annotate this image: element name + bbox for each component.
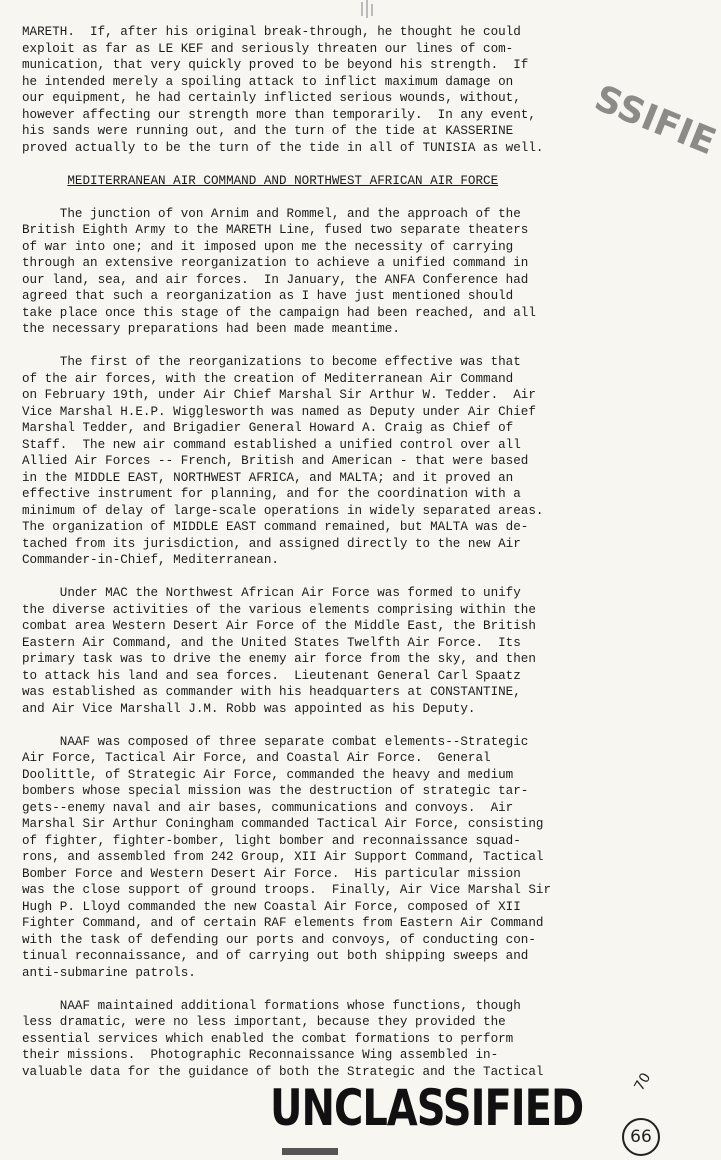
text-line: was established as commander with his headquarters at CONSTANTINE, [22,685,521,699]
text-line: Fighter Command, and of certain RAF elements from Eastern Air Command [22,916,544,930]
text-line: bombers whose special mission was the destruction of strategic tar- [22,784,529,798]
text-line: gets--enemy naval and air bases, communications and convoys. Air [22,800,514,815]
text-line: on February 19th, under Air Chief Marshal Sir Arthur W. Tedder. Air [22,388,536,402]
text-line [22,338,622,355]
text-line: exploit as far as LE KEF and seriously threaten our lines of com- [22,41,514,56]
text-line: his sands were running out, and the turn of the tide at KASSERINE [22,124,514,138]
ink-smudge [282,1148,338,1155]
text-line: anti-submarine patrols. [22,965,196,980]
text-line: effective instrument for planning, and for the coordination with a [22,487,521,501]
text-line: Staff. The new air command established a unified control over all [22,437,521,452]
text-line: take place once this stage of the campaign had been reached, and all [22,305,536,320]
document-body [22,24,622,1080]
text-line: primary task was to drive the enemy air force from the sky, and then [22,652,536,666]
side-classification-stamp: SSIFIE [588,77,721,164]
text-line: rons, and assembled from 242 Group, XII Air Support Command, Tactical [22,850,544,864]
text-line: Air Force, Tactical Air Force, and Coastal Air Force. General [22,751,491,765]
margin-handwritten-mark: 70 [631,1070,655,1094]
text-line: the diverse activities of the various elements comprising within the [22,602,536,617]
section-heading [22,173,622,190]
text-line: Bomber Force and Western Desert Air Force. His particular mission [22,866,521,881]
text-line: through an extensive reorganization to achieve a unified command in [22,256,529,270]
text-line: Marshal Tedder, and Brigadier General Howard A. Craig as Chief of [22,421,514,435]
text-line [22,717,622,734]
text-line: was the close support of ground troops. Finally, Air Vice Marshal Sir [22,883,552,897]
text-line [22,189,622,206]
text-line: and Air Vice Marshall J.M. Robb was appointed as his Deputy. [22,701,476,716]
text-line: Doolittle, of Strategic Air Force, commanded the heavy and medium [22,767,514,782]
text-line: Eastern Air Command, and the United States Twelfth Air Force. Its [22,635,521,650]
text-line: NAAF was composed of three separate combat elements--Strategic [22,734,529,749]
text-line: however affecting our strength more than temporarily. In any event, [22,107,536,122]
text-line: with the task of defending our ports and convoys, of conducting con- [22,932,536,947]
classification-stamp: UNCLASSIFIED [270,1080,584,1138]
text-line: The first of the reorganizations to become effective was that [22,355,521,369]
text-line [22,569,622,586]
text-line: of the air forces, with the creation of Mediterranean Air Command [22,371,514,386]
text-line: their missions. Photographic Reconnaissance Wing assembled in- [22,1048,499,1062]
text-line: our land, sea, and air forces. In January, the ANFA Conference had [22,272,529,287]
text-line: munication, that very quickly proved to be beyond his strength. If [22,58,529,72]
text-line: combat area Western Desert Air Force of the Middle East, the British [22,619,536,633]
text-line: Under MAC the Northwest African Air Force was formed to unify [22,586,521,600]
text-line: essential services which enabled the combat formations to perform [22,1031,514,1046]
section-heading-label: MEDITERRANEAN AIR COMMAND AND NORTHWEST AFRICAN AIR FORCE [67,173,499,188]
text-line: Hugh P. Lloyd commanded the new Coastal Air Force, composed of XII [22,899,521,914]
text-line: of war into one; and it imposed upon me the necessity of carrying [22,239,514,254]
text-line: less dramatic, were no less important, because they provided the [22,1015,506,1029]
text-line: of fighter, fighter-bomber, light bomber and reconnaissance squad- [22,833,521,848]
text-line: The organization of MIDDLE EAST command remained, but MALTA was de- [22,520,529,534]
text-line: agreed that such a reorganization as I have just mentioned should [22,289,514,303]
text-line: to attack his land and sea forces. Lieutenant General Carl Spaatz [22,668,521,683]
text-line: NAAF maintained additional formations whose functions, though [22,998,521,1013]
text-line: Vice Marshal H.E.P. Wigglesworth was named as Deputy under Air Chief [22,404,536,419]
text-line: in the MIDDLE EAST, NORTHWEST AFRICA, and MALTA; and it proved an [22,470,514,485]
text-line: proved actually to be the turn of the tide in all of TUNISIA as well. [22,140,544,155]
text-line: Marshal Sir Arthur Coningham commanded Tactical Air Force, consisting [22,817,544,831]
text-line: tinual reconnaissance, and of carrying out both shipping sweeps and [22,949,529,963]
text-line: minimum of delay of large-scale operations in widely separated areas. [22,503,544,518]
page-number: 66 [622,1118,660,1156]
text-line [22,156,622,173]
text-line: tached from its jurisdiction, and assigned directly to the new Air [22,536,521,551]
text-line: the necessary preparations had been made meantime. [22,322,400,336]
text-line: he intended merely a spoiling attack to inflict maximum damage on [22,74,514,89]
text-line: our equipment, he had certainly inflicted serious wounds, without, [22,91,521,105]
text-line [22,981,622,998]
text-line: valuable data for the guidance of both the Strategic and the Tactical [22,1064,544,1079]
text-line: Allied Air Forces -- French, British and American - that were based [22,454,529,468]
text-line: Commander-in-Chief, Mediterranean. [22,553,279,567]
text-line: The junction of von Arnim and Rommel, and the approach of the [22,206,521,221]
text-line: British Eighth Army to the MARETH Line, fused two separate theaters [22,223,529,237]
text-line: MARETH. If, after his original break-through, he thought he could [22,25,521,39]
